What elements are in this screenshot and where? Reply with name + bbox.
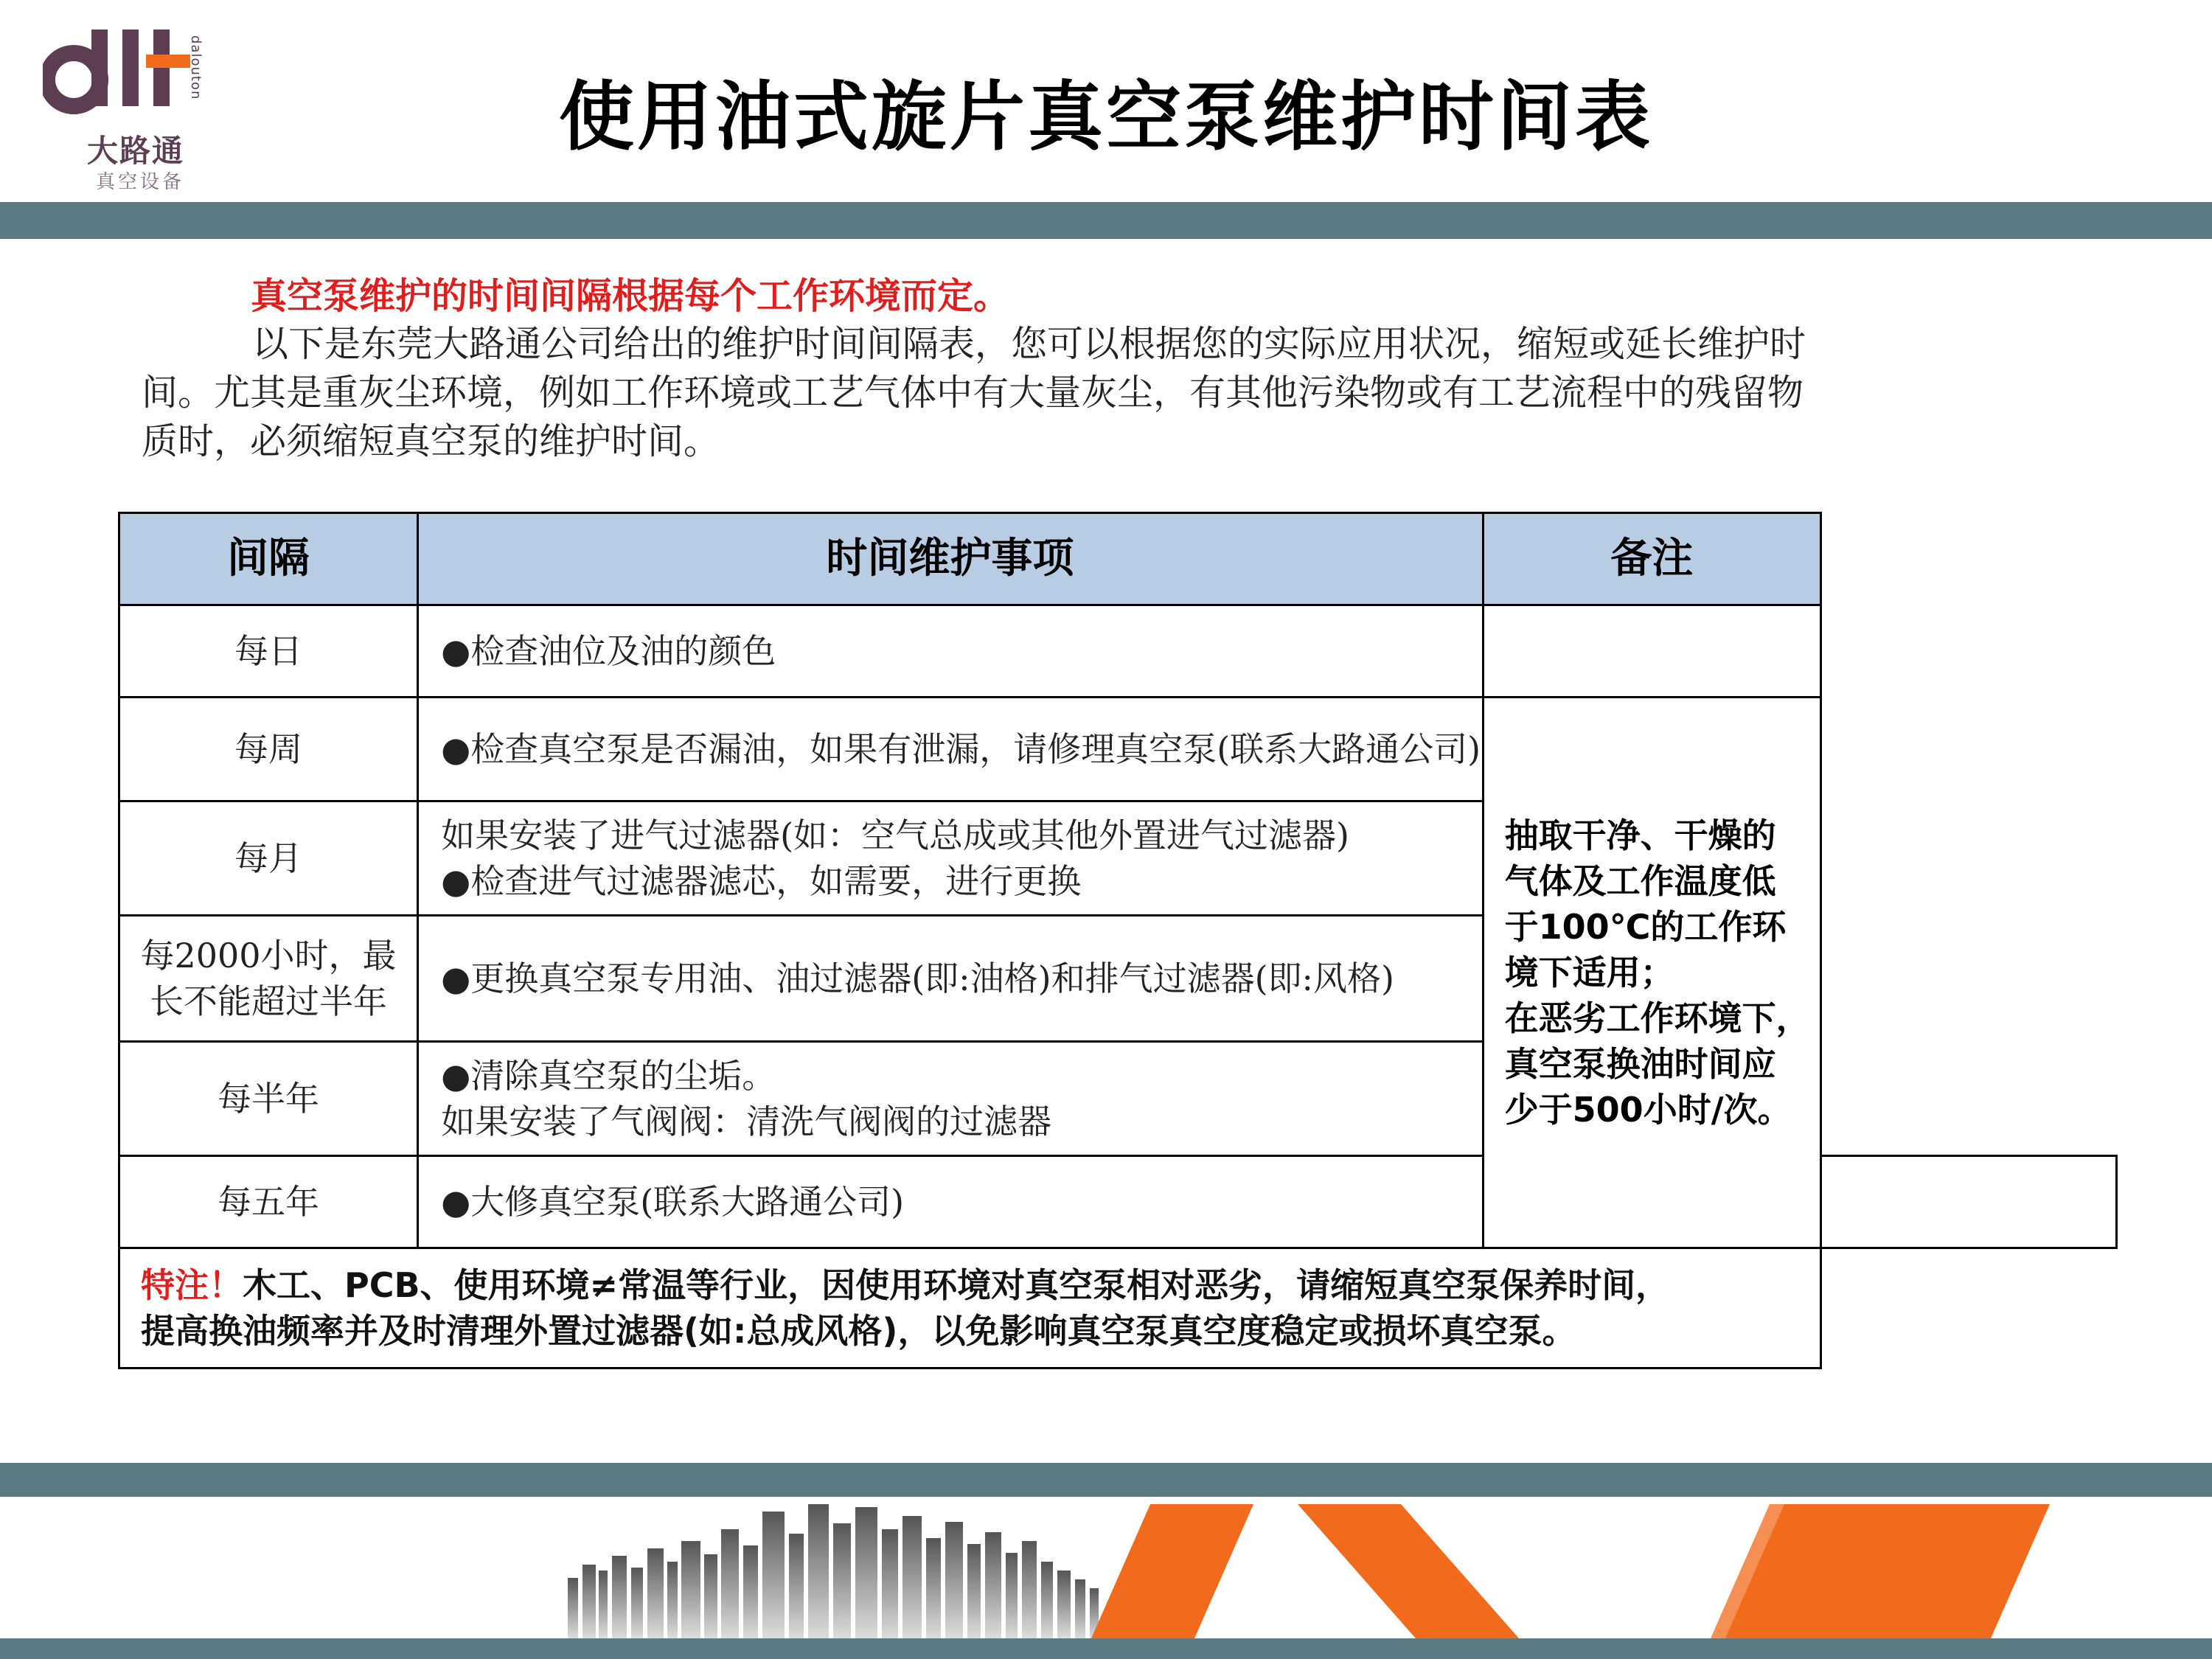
item-cell — [418, 698, 1484, 801]
header-note: 备注 — [1483, 513, 1820, 605]
note-empty-cell — [1820, 1156, 2116, 1248]
special-note-text-1: 木工、PCB、使用环境≠常温等行业，因使用环境对真空泵相对恶劣，请缩短真空泵保养时间， — [243, 1265, 1670, 1305]
interval-cell: 每月 — [119, 801, 418, 916]
special-note-cell — [119, 1248, 1821, 1368]
interval-cell: 每周 — [119, 698, 418, 801]
special-note-row — [119, 1248, 2117, 1368]
note-line: 于100℃的工作环 — [1504, 907, 1787, 947]
interval-line: 长不能超过半年 — [150, 981, 388, 1021]
note-line: 在恶劣工作环境下， — [1504, 998, 1810, 1038]
city-skyline-banner-icon — [0, 1497, 2212, 1638]
intro-line-1: 以下是东莞大路通公司给出的维护时间间隔表，您可以根据您的实际应用状况，缩短或延长维护时 — [252, 323, 1806, 365]
item-line: 如果安装了进气过滤器(如：空气总成或其他外置进气过滤器) — [441, 815, 1349, 855]
note-line: 气体及工作温度低 — [1504, 861, 1776, 901]
table-row — [119, 698, 2117, 801]
interval-line: 每2000小时，最 — [140, 936, 397, 975]
item-line: ●更换真空泵专用油、油过滤器(即:油格)和排气过滤器(即:风格) — [441, 959, 1394, 998]
item-cell — [418, 801, 1484, 916]
header-item: 时间维护事项 — [418, 513, 1484, 605]
note-cell — [1483, 698, 1820, 1248]
note-line: 境下适用； — [1504, 953, 1674, 992]
item-line: ●检查真空泵是否漏油，如果有泄漏，请修理真空泵(联系大路通公司) — [441, 729, 1481, 769]
logo-side-text: dalouton — [188, 35, 204, 100]
footer-band — [0, 1463, 2212, 1497]
item-line: ●清除真空泵的尘垢。 — [441, 1056, 776, 1096]
item-line: ●大修真空泵(联系大路通公司) — [441, 1182, 905, 1222]
interval-cell: 每半年 — [119, 1042, 418, 1156]
logo-subtitle: 真空设备 — [96, 171, 185, 193]
item-cell — [418, 916, 1484, 1042]
item-line: ●检查油位及油的颜色 — [441, 631, 776, 671]
intro-line-3: 质时，必须缩短真空泵的维护时间。 — [142, 420, 720, 462]
item-line: 如果安装了气阀阀：清洗气阀阀的过滤器 — [441, 1102, 1052, 1141]
special-note-text-2: 提高换油频率并及时清理外置过滤器(如:总成风格)，以免影响真空泵真空度稳定或损坏真空泵。 — [141, 1311, 1576, 1351]
table-header-row — [119, 513, 2117, 605]
logo-name: 大路通 — [87, 133, 185, 169]
item-cell — [418, 1156, 1484, 1248]
header-interval: 间隔 — [119, 513, 418, 605]
intro-line-2: 间。尤其是重灰尘环境，例如工作环境或工艺气体中有大量灰尘，有其他污染物或有工艺流程中的残留物 — [142, 372, 1804, 414]
special-note-label: 特注！ — [141, 1265, 243, 1305]
item-cell — [418, 605, 1484, 698]
maintenance-table — [118, 512, 2118, 1369]
intro-paragraph — [142, 320, 2118, 466]
interval-cell: 每日 — [119, 605, 418, 698]
interval-cell — [119, 916, 418, 1042]
note-empty-cell — [1483, 605, 1820, 698]
intro-highlight: 真空泵维护的时间间隔根据每个工作环境而定。 — [251, 274, 1010, 317]
interval-cell: 每五年 — [119, 1156, 418, 1248]
note-line: 真空泵换油时间应 — [1504, 1044, 1776, 1084]
footer-band-bottom — [0, 1638, 2212, 1659]
item-cell — [418, 1042, 1484, 1156]
header-band — [0, 202, 2212, 239]
note-line: 抽取干净、干燥的 — [1504, 815, 1776, 855]
item-line: ●检查进气过滤器滤芯，如需要，进行更换 — [441, 861, 1082, 901]
note-line: 少于500小时/次。 — [1504, 1090, 1792, 1130]
page-title: 使用油式旋片真空泵维护时间表 — [559, 74, 1653, 161]
table-row — [119, 605, 2117, 698]
